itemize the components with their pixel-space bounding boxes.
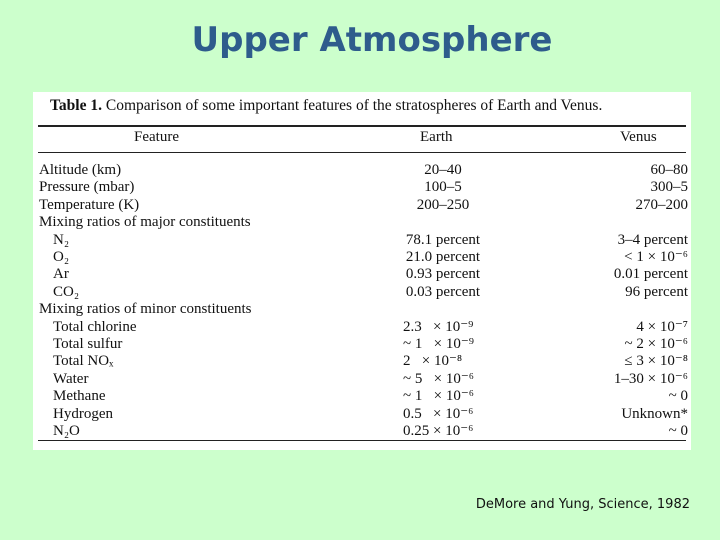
feature-cell: Mixing ratios of minor constituents	[39, 301, 252, 318]
earth-cell: 21.0 percent	[405, 249, 481, 265]
feature-cell: Temperature (K)	[39, 196, 140, 213]
venus-cell: 96 percent	[625, 283, 688, 300]
table-caption-label: Table 1.	[50, 97, 102, 114]
venus-cell: 270–200	[635, 196, 688, 213]
feature-cell: O₂	[53, 249, 70, 265]
table-row	[33, 336, 691, 353]
venus-cell: 0.01 percent	[613, 266, 688, 283]
earth-cell: 78.1 percent	[405, 231, 481, 248]
table-header-rule	[38, 152, 686, 153]
table-row	[33, 197, 691, 214]
venus-cell: ~ 2 × 10⁻⁶	[624, 336, 688, 352]
feature-cell: Methane	[53, 388, 106, 405]
earth-cell: ~ 5 × 10⁻⁶	[403, 370, 474, 387]
table-row	[33, 214, 691, 231]
table-top-rule	[38, 125, 686, 127]
table-caption-text: Comparison of some important features of the stratospheres of Earth and Venus.	[105, 97, 603, 114]
venus-cell: ≤ 3 × 10⁻⁸	[624, 353, 688, 370]
table-caption	[50, 97, 690, 115]
earth-cell: ~ 1 × 10⁻⁶	[403, 388, 474, 405]
feature-cell: Hydrogen	[53, 405, 113, 422]
header-venus: Venus	[620, 129, 657, 145]
feature-cell: Ar	[53, 266, 69, 283]
table-row	[33, 162, 691, 179]
table-row	[33, 371, 691, 388]
table-bottom-rule	[38, 440, 686, 441]
feature-cell: Total sulfur	[53, 336, 123, 352]
table-row	[33, 249, 691, 266]
table-row	[33, 406, 691, 423]
citation: DeMore and Yung, Science, 1982	[475, 497, 690, 512]
venus-cell: < 1 × 10⁻⁶	[624, 249, 688, 265]
table-row	[33, 353, 691, 370]
table-row	[33, 179, 691, 196]
earth-cell: 2 × 10⁻⁸	[403, 353, 463, 370]
earth-cell: 200–250	[416, 196, 470, 213]
earth-cell: 20–40	[424, 162, 462, 178]
earth-cell: 0.5 × 10⁻⁶	[403, 405, 474, 422]
feature-cell: Total NOₓ	[53, 353, 114, 370]
table-image-panel	[33, 92, 691, 450]
feature-cell: Mixing ratios of major constituents	[39, 214, 251, 231]
table-row	[33, 423, 691, 440]
earth-cell: 0.25 × 10⁻⁶	[403, 423, 474, 439]
venus-cell: 60–80	[650, 162, 688, 178]
earth-cell: 2.3 × 10⁻⁹	[403, 318, 474, 335]
header-earth: Earth	[420, 129, 453, 145]
venus-cell: 3–4 percent	[617, 231, 688, 248]
earth-cell: ~ 1 × 10⁻⁹	[403, 336, 474, 352]
venus-cell: 300–5	[650, 179, 688, 196]
feature-cell: N₂O	[53, 423, 80, 439]
venus-cell: ~ 0	[668, 423, 688, 439]
feature-cell: Total chlorine	[53, 318, 137, 335]
table-row	[33, 266, 691, 283]
feature-cell: Altitude (km)	[39, 162, 122, 178]
earth-cell: 0.03 percent	[405, 283, 481, 300]
table-row	[33, 388, 691, 405]
earth-cell: 100–5	[424, 179, 462, 196]
feature-cell: Pressure (mbar)	[39, 179, 135, 196]
feature-cell: CO₂	[53, 283, 80, 300]
header-feature: Feature	[134, 129, 179, 145]
venus-cell: Unknown*	[621, 405, 688, 422]
feature-cell: N₂	[53, 231, 70, 248]
slide-title: Upper Atmosphere	[191, 20, 553, 60]
venus-cell: 4 × 10⁻⁷	[636, 318, 688, 335]
venus-cell: ~ 0	[668, 388, 688, 405]
table-row	[33, 301, 691, 318]
table-row	[33, 319, 691, 336]
venus-cell: 1–30 × 10⁻⁶	[613, 370, 688, 387]
earth-cell: 0.93 percent	[405, 266, 481, 283]
table-row	[33, 284, 691, 301]
feature-cell: Water	[53, 370, 89, 387]
table-row	[33, 232, 691, 249]
